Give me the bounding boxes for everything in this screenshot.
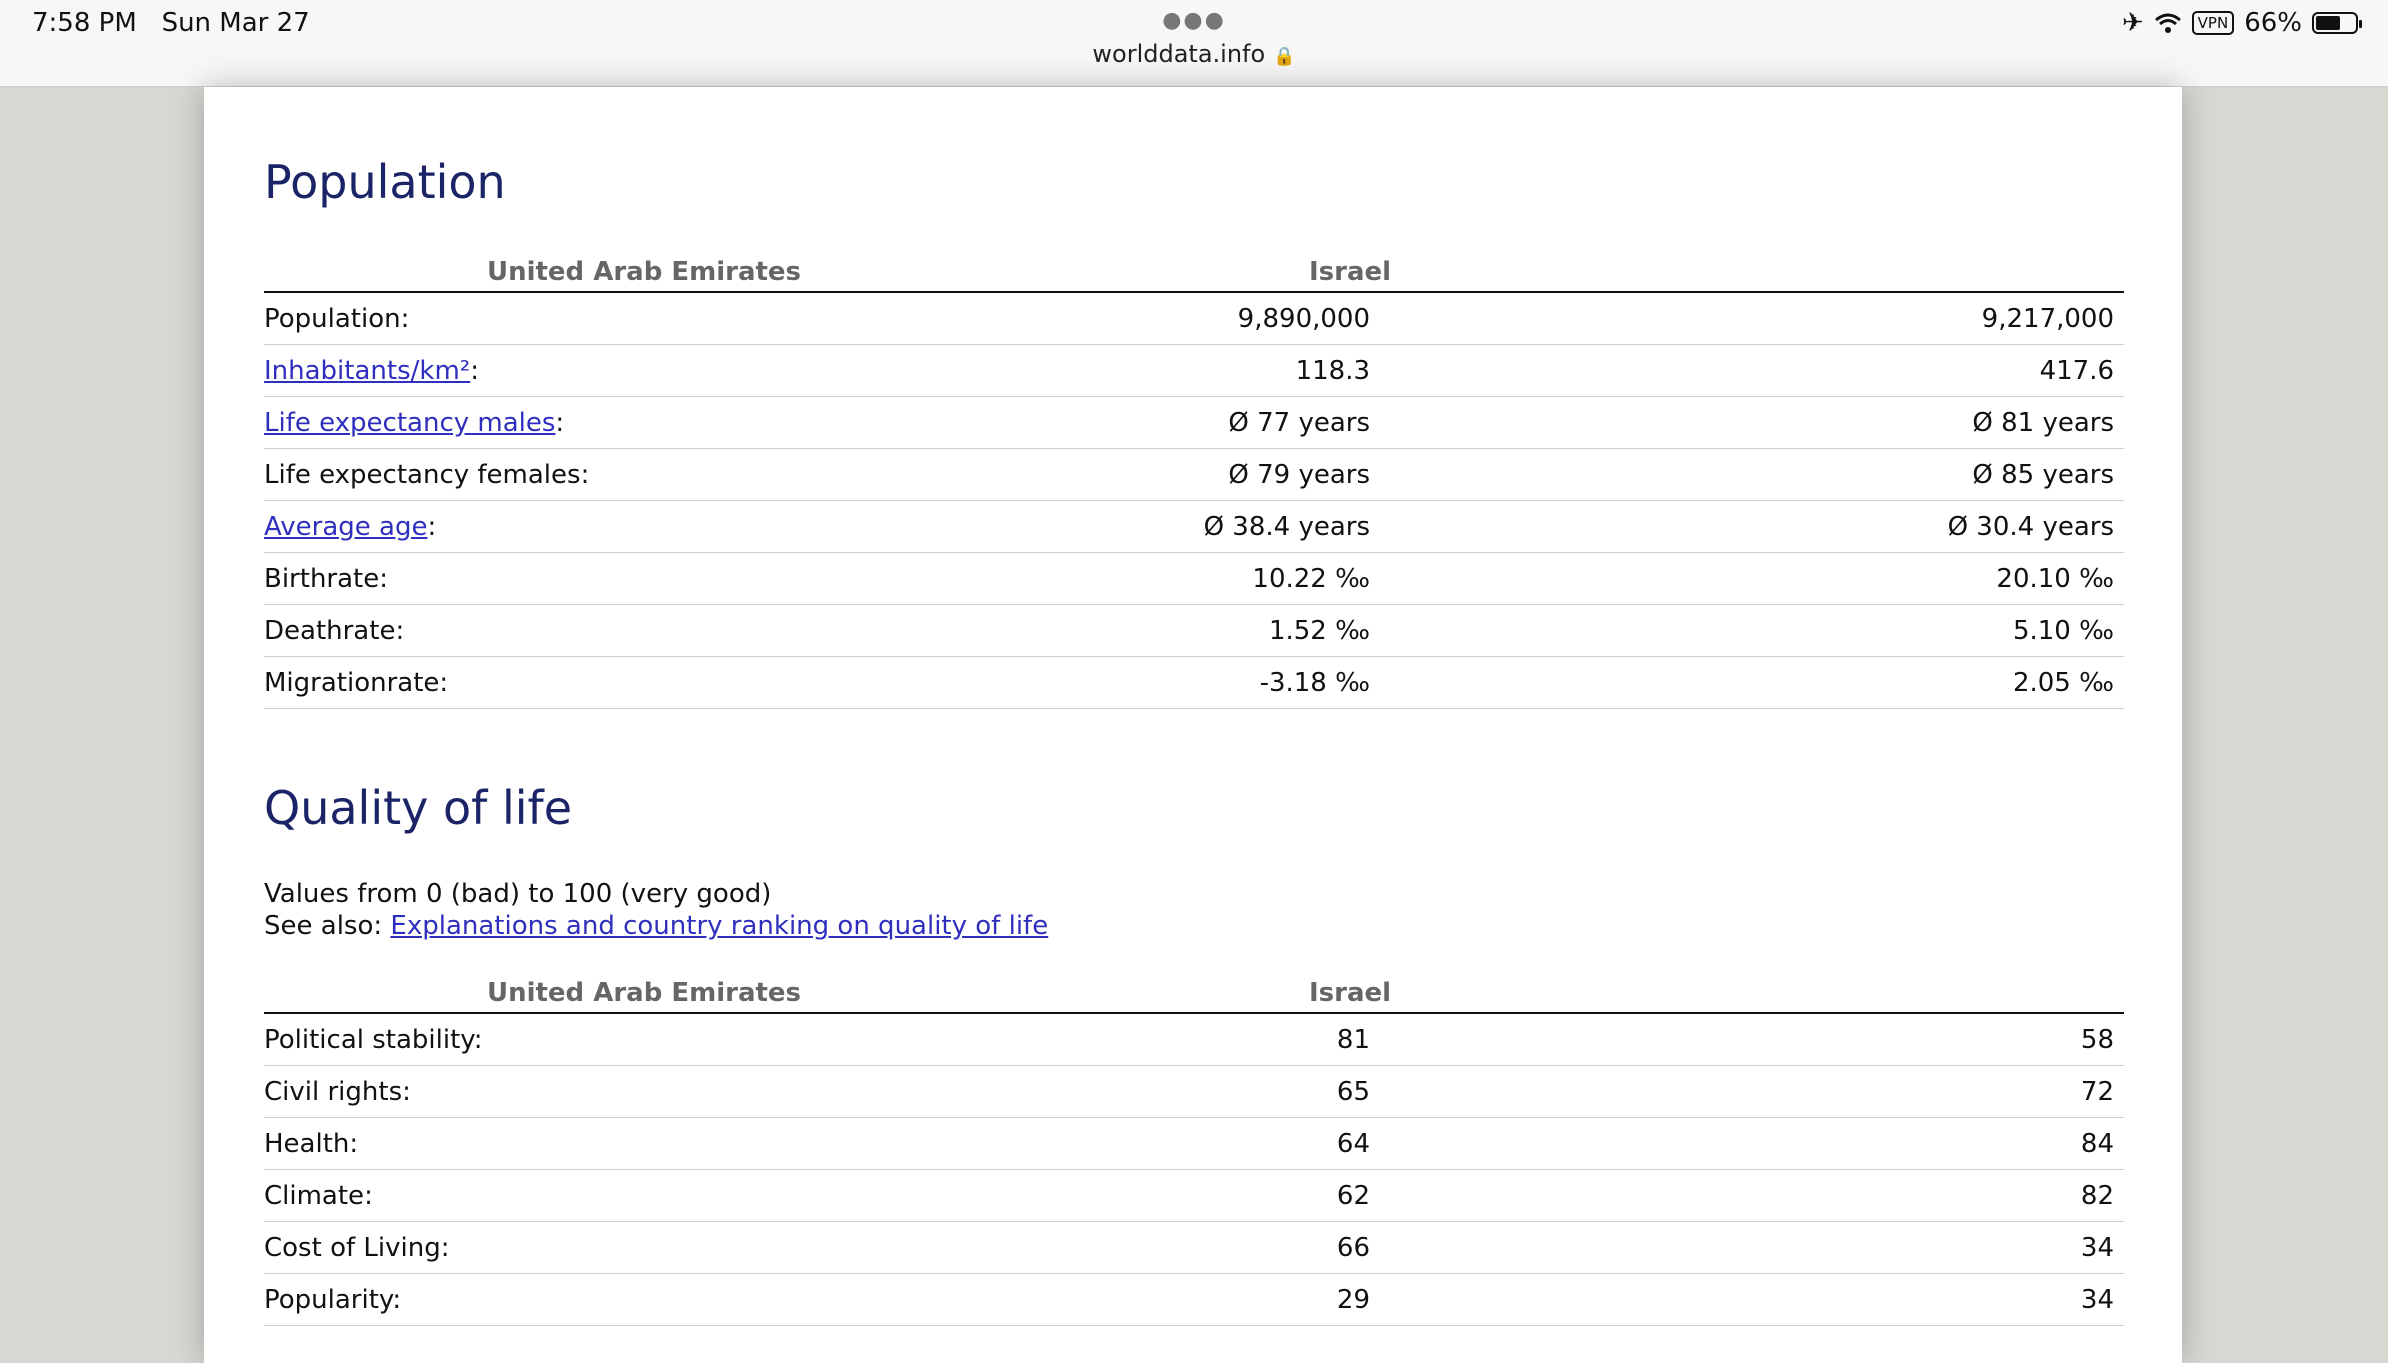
row-label <box>264 501 1024 553</box>
label-colon: : <box>580 459 590 490</box>
battery-icon <box>2312 12 2358 34</box>
row-label-text: Life expectancy females <box>264 459 581 490</box>
table-row <box>264 449 2124 501</box>
status-date: Sun Mar 27 <box>161 8 310 38</box>
address-bar[interactable] <box>0 40 2388 68</box>
header-uae: United Arab Emirates <box>264 978 1024 1013</box>
battery-fill <box>2316 16 2340 30</box>
value-israel: Ø 30.4 years <box>1370 501 2124 553</box>
header-israel: Israel <box>1309 257 1392 287</box>
quality-heading: Quality of life <box>264 781 573 835</box>
label-colon: : <box>400 303 410 334</box>
row-label <box>264 449 1024 501</box>
population-table <box>264 257 2124 709</box>
row-label-text: Deathrate <box>264 615 396 646</box>
table-row <box>264 397 2124 449</box>
value-uae: 29 <box>1024 1274 1370 1326</box>
value-israel: 34 <box>1370 1222 2124 1274</box>
population-heading: Population <box>264 155 506 209</box>
table-row <box>264 1066 2124 1118</box>
wifi-icon <box>2154 12 2182 34</box>
table-row <box>264 553 2124 605</box>
row-label <box>264 1274 1024 1326</box>
value-uae: Ø 38.4 years <box>1024 501 1370 553</box>
table-row <box>264 345 2124 397</box>
multitasking-dots-icon[interactable]: ●●● <box>1162 8 1226 33</box>
label-colon: : <box>395 615 405 646</box>
label-colon: : <box>427 511 437 542</box>
value-israel: 58 <box>1370 1013 2124 1066</box>
row-label <box>264 292 1024 345</box>
row-label-link[interactable]: Inhabitants/km² <box>264 355 471 386</box>
row-label <box>264 1222 1024 1274</box>
value-uae: 10.22 ‰ <box>1024 553 1370 605</box>
row-label-text: Popularity <box>264 1284 393 1315</box>
row-label <box>264 1118 1024 1170</box>
table-row <box>264 657 2124 709</box>
row-label <box>264 657 1024 709</box>
table-row <box>264 605 2124 657</box>
table-row <box>264 1222 2124 1274</box>
value-uae: 9,890,000 <box>1024 292 1370 345</box>
status-bar <box>0 0 2388 87</box>
quality-table <box>264 978 2124 1326</box>
status-clock: 7:58 PM <box>32 8 137 38</box>
row-label <box>264 345 1024 397</box>
label-colon: : <box>555 407 565 438</box>
row-label <box>264 1170 1024 1222</box>
header-uae: United Arab Emirates <box>264 257 1024 292</box>
value-uae: -3.18 ‰ <box>1024 657 1370 709</box>
row-label-text: Health <box>264 1128 350 1159</box>
quality-rows <box>264 1013 2124 1326</box>
quality-range-text: Values from 0 (bad) to 100 (very good) <box>264 879 772 909</box>
value-israel: 84 <box>1370 1118 2124 1170</box>
row-label <box>264 397 1024 449</box>
value-uae: 64 <box>1024 1118 1370 1170</box>
value-uae: 81 <box>1024 1013 1370 1066</box>
value-israel: 417.6 <box>1370 345 2124 397</box>
row-label <box>264 1066 1024 1118</box>
row-label-text: Climate <box>264 1180 365 1211</box>
value-uae: 118.3 <box>1024 345 1370 397</box>
value-israel: 5.10 ‰ <box>1370 605 2124 657</box>
value-uae: 65 <box>1024 1066 1370 1118</box>
value-uae: Ø 77 years <box>1024 397 1370 449</box>
label-colon: : <box>379 563 389 594</box>
table-row <box>264 1118 2124 1170</box>
table-row <box>264 501 2124 553</box>
value-israel: 2.05 ‰ <box>1370 657 2124 709</box>
battery-percent: 66% <box>2244 8 2302 38</box>
row-label-text: Population <box>264 303 401 334</box>
row-label-text: Birthrate <box>264 563 380 594</box>
status-indicators <box>2122 8 2358 38</box>
value-israel: 34 <box>1370 1274 2124 1326</box>
value-uae: Ø 79 years <box>1024 449 1370 501</box>
table-header-row <box>264 257 2124 292</box>
value-uae: 1.52 ‰ <box>1024 605 1370 657</box>
label-colon: : <box>364 1180 373 1211</box>
label-colon: : <box>402 1076 411 1107</box>
row-label <box>264 605 1024 657</box>
population-rows <box>264 292 2124 709</box>
header-israel: Israel <box>1309 978 1392 1008</box>
table-header-row <box>264 978 2124 1013</box>
label-colon: : <box>439 667 449 698</box>
row-label-link[interactable]: Average age <box>264 511 428 542</box>
value-uae: 62 <box>1024 1170 1370 1222</box>
table-row <box>264 1274 2124 1326</box>
row-label-text: Migrationrate <box>264 667 440 698</box>
value-israel: 9,217,000 <box>1370 292 2124 345</box>
url-text: worlddata.info <box>1092 40 1266 68</box>
label-colon: : <box>349 1128 359 1159</box>
value-israel: Ø 81 years <box>1370 397 2124 449</box>
label-colon: : <box>470 355 479 386</box>
web-page[interactable] <box>204 87 2182 1363</box>
value-israel: 20.10 ‰ <box>1370 553 2124 605</box>
row-label <box>264 553 1024 605</box>
table-row <box>264 1170 2124 1222</box>
quality-note <box>264 878 1048 942</box>
label-colon: : <box>440 1232 450 1263</box>
table-row <box>264 1013 2124 1066</box>
row-label-text: Civil rights <box>264 1076 403 1107</box>
quality-ranking-link[interactable]: Explanations and country ranking on quality of life <box>390 911 1049 941</box>
value-uae: 66 <box>1024 1222 1370 1274</box>
row-label <box>264 1013 1024 1066</box>
table-row <box>264 292 2124 345</box>
vpn-badge: VPN <box>2192 11 2235 35</box>
value-israel: 72 <box>1370 1066 2124 1118</box>
row-label-text: Political stability <box>264 1024 474 1055</box>
label-colon: : <box>392 1284 402 1315</box>
label-colon: : <box>473 1024 483 1055</box>
lock-icon: 🔒 <box>1273 46 1296 67</box>
see-also <box>264 910 1048 942</box>
row-label-link[interactable]: Life expectancy males <box>264 407 556 438</box>
airplane-icon: ✈ <box>2121 8 2144 38</box>
value-israel: Ø 85 years <box>1370 449 2124 501</box>
value-israel: 82 <box>1370 1170 2124 1222</box>
see-also-prefix: See also: <box>264 911 383 941</box>
row-label-text: Cost of Living <box>264 1232 441 1263</box>
